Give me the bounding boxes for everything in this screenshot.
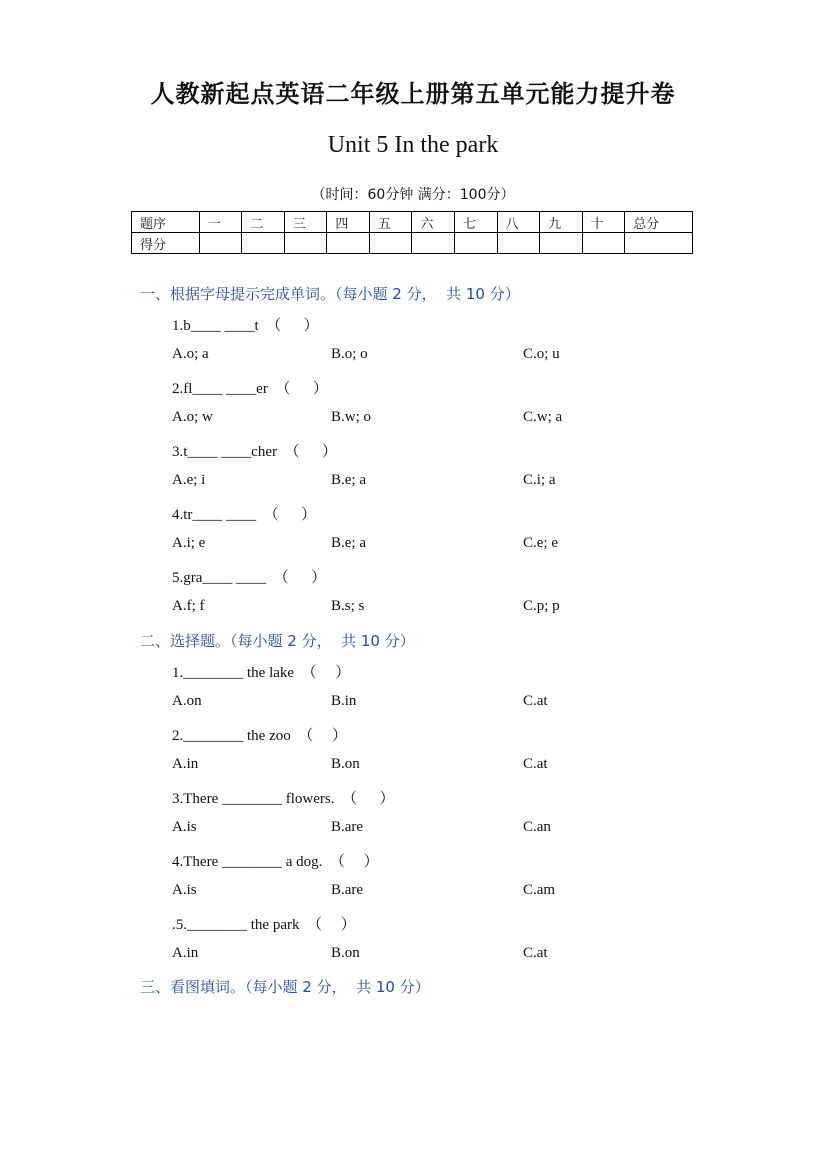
question-stem: 2.fl____ ____er （ ） xyxy=(172,381,328,397)
option-a: A.o; a xyxy=(172,346,209,362)
score-table-header-row xyxy=(132,212,693,233)
score-input-cell[interactable] xyxy=(497,233,540,254)
option-c: C.i; a xyxy=(523,472,556,488)
option-b: B.s; s xyxy=(331,598,365,614)
option-a: A.in xyxy=(172,756,199,772)
option-c: C.at xyxy=(523,945,548,961)
score-cell: 三 xyxy=(284,212,327,233)
time-info: （时间：60分钟 满分：100分） xyxy=(311,187,515,203)
option-b: B.on xyxy=(331,756,360,772)
score-input-cell[interactable] xyxy=(369,233,412,254)
option-b: B.e; a xyxy=(331,472,366,488)
question-stem: .5.________ the park （ ） xyxy=(172,917,356,933)
question-stem: 4.There ________ a dog. （ ） xyxy=(172,854,379,870)
score-cell: 题序 xyxy=(132,212,200,233)
document-title: 人教新起点英语二年级上册第五单元能力提升卷 xyxy=(150,80,676,108)
option-a: A.f; f xyxy=(172,598,205,614)
score-cell: 二 xyxy=(242,212,285,233)
option-a: A.is xyxy=(172,882,197,898)
question-stem: 2.________ the zoo （ ） xyxy=(172,728,347,744)
option-a: A.is xyxy=(172,819,197,835)
question-stem: 1.b____ ____t （ ） xyxy=(172,318,319,334)
score-cell: 一 xyxy=(199,212,242,233)
score-cell: 十 xyxy=(582,212,625,233)
option-b: B.o; o xyxy=(331,346,368,362)
question-stem: 3.t____ ____cher （ ） xyxy=(172,444,337,460)
option-b: B.on xyxy=(331,945,360,961)
score-cell: 九 xyxy=(540,212,583,233)
score-input-cell[interactable] xyxy=(242,233,285,254)
option-a: A.in xyxy=(172,945,199,961)
option-a: A.e; i xyxy=(172,472,206,488)
question-stem: 1.________ the lake （ ） xyxy=(172,665,351,681)
option-b: B.in xyxy=(331,693,357,709)
option-a: A.o; w xyxy=(172,409,213,425)
option-a: A.on xyxy=(172,693,202,709)
option-c: C.w; a xyxy=(523,409,563,425)
score-input-cell[interactable] xyxy=(582,233,625,254)
option-c: C.am xyxy=(523,882,556,898)
question-stem: 5.gra____ ____ （ ） xyxy=(172,570,327,586)
score-cell: 五 xyxy=(369,212,412,233)
score-input-cell[interactable] xyxy=(284,233,327,254)
score-input-cell[interactable] xyxy=(625,233,693,254)
section-1-heading: 一、根据字母提示完成单词。（每小题 2 分， 共 10 分） xyxy=(140,285,520,303)
option-b: B.are xyxy=(331,882,364,898)
option-c: C.o; u xyxy=(523,346,560,362)
score-table xyxy=(131,211,693,254)
option-c: C.e; e xyxy=(523,535,558,551)
score-cell: 总分 xyxy=(625,212,693,233)
score-cell: 六 xyxy=(412,212,455,233)
question-stem: 4.tr____ ____ （ ） xyxy=(172,507,317,523)
score-table-score-row xyxy=(132,233,693,254)
score-row-label: 得分 xyxy=(132,233,200,254)
score-cell: 八 xyxy=(497,212,540,233)
option-b: B.e; a xyxy=(331,535,366,551)
option-c: C.p; p xyxy=(523,598,560,614)
score-cell: 四 xyxy=(327,212,370,233)
score-input-cell[interactable] xyxy=(327,233,370,254)
score-input-cell[interactable] xyxy=(540,233,583,254)
question-stem: 3.There ________ flowers. （ ） xyxy=(172,791,395,807)
option-b: B.are xyxy=(331,819,364,835)
score-input-cell[interactable] xyxy=(199,233,242,254)
section-2-heading: 二、选择题。（每小题 2 分， 共 10 分） xyxy=(140,632,415,650)
section-3-heading: 三、看图填词。（每小题 2 分， 共 10 分） xyxy=(140,978,430,996)
score-input-cell[interactable] xyxy=(454,233,497,254)
option-c: C.an xyxy=(523,819,551,835)
score-cell: 七 xyxy=(454,212,497,233)
option-a: A.i; e xyxy=(172,535,206,551)
document-subtitle: Unit 5 In the park xyxy=(327,132,499,158)
option-b: B.w; o xyxy=(331,409,372,425)
option-c: C.at xyxy=(523,756,548,772)
score-input-cell[interactable] xyxy=(412,233,455,254)
option-c: C.at xyxy=(523,693,548,709)
